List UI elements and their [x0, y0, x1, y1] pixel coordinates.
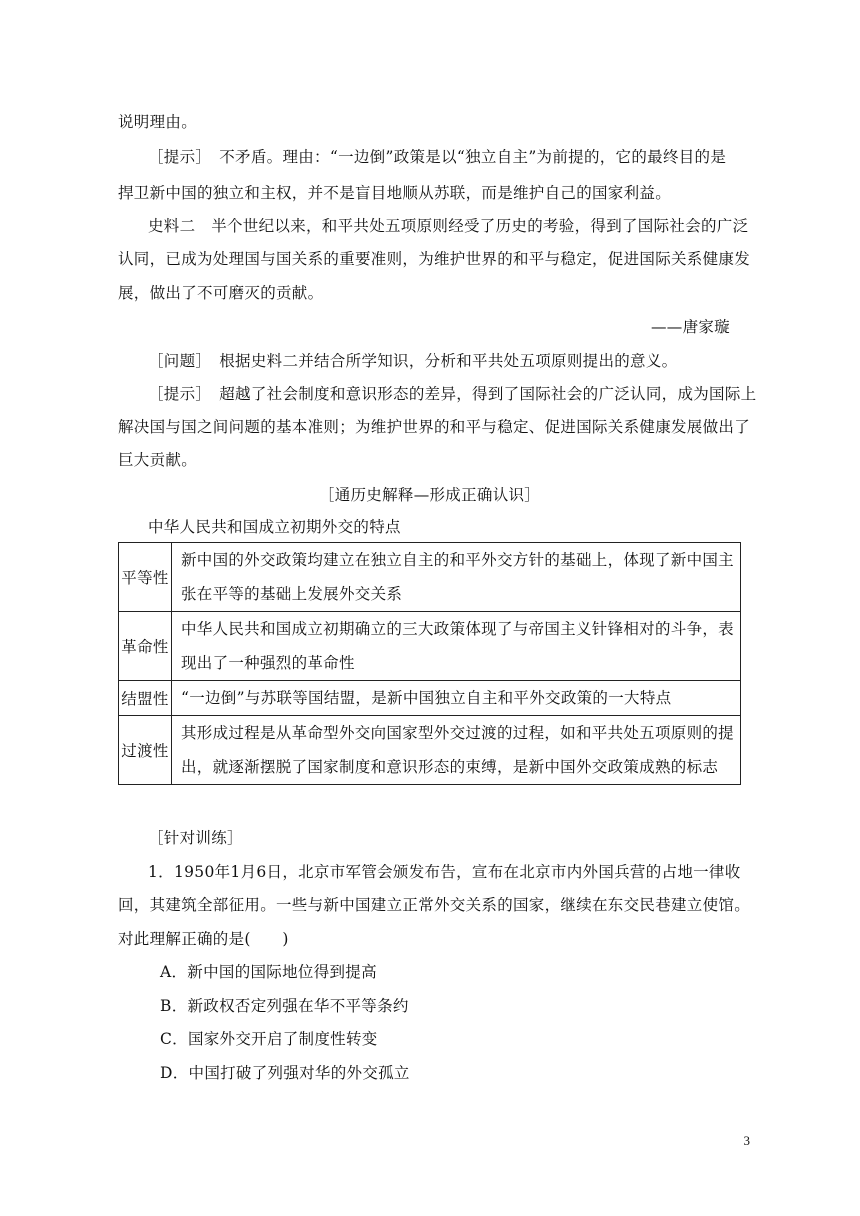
trait-description-line: 新中国的外交政策均建立在独立自主的和平外交方针的基础上，体现了新中国主 [180, 551, 734, 569]
trait-label: 结盟性 [119, 681, 172, 716]
table-caption: 中华人民共和国成立初期外交的特点 [148, 518, 401, 536]
answer-option-b: B．新政权否定列强在华不平等条约 [160, 997, 409, 1015]
trait-description [171, 612, 740, 681]
attribution: ——唐家璇 [650, 318, 730, 336]
trait-description-line: 其形成过程是从革命型外交向国家型外交过渡的过程，如和平共处五项原则的提 [180, 724, 734, 742]
table-row [119, 543, 741, 612]
table-row [119, 612, 741, 681]
source-paragraph-line: 展，做出了不可磨灭的贡献。 [118, 284, 324, 302]
source-paragraph-line: 史料二 半个世纪以来，和平共处五项原则经受了历史的考验，得到了国际社会的广泛 [148, 217, 749, 235]
question-stem-line: 对此理解正确的是( ) [118, 930, 289, 948]
trait-description-line: 张在平等的基础上发展外交关系 [180, 585, 403, 603]
trait-label: 过渡性 [119, 716, 172, 785]
hint-paragraph-line: 巨大贡献。 [118, 451, 198, 469]
hint-paragraph-line: 捍卫新中国的独立和主权，并不是盲目地顺从苏联，而是维护自己的国家利益。 [118, 184, 672, 202]
answer-option-d: D．中国打破了列强对华的外交孤立 [160, 1064, 410, 1082]
trait-description-line: “一边倒”与苏联等国结盟，是新中国独立自主和平外交政策的一大特点 [180, 689, 672, 707]
page-number: 3 [743, 1133, 750, 1148]
trait-description-line: 现出了一种强烈的革命性 [180, 654, 355, 672]
trait-description [171, 543, 740, 612]
hint-paragraph-line: ［提示］ 超越了社会制度和意识形态的差异，得到了国际社会的广泛认同，成为国际上 [148, 385, 757, 403]
table-row [119, 681, 741, 716]
question-line: ［问题］ 根据史料二并结合所学知识，分析和平共处五项原则提出的意义。 [148, 352, 678, 370]
hint-paragraph-line: 解决国与国之间问题的基本准则；为维护世界的和平与稳定、促进国际关系健康发展做出了 [118, 418, 751, 436]
trait-description-line: 中华人民共和国成立初期确立的三大政策体现了与帝国主义针锋相对的斗争，表 [180, 620, 734, 638]
question-stem-line: 回，其建筑全部征用。一些与新中国建立正常外交关系的国家，继续在东交民巷建立使馆。 [118, 896, 751, 914]
answer-option-a: A．新中国的国际地位得到提高 [160, 963, 377, 981]
hint-paragraph-line: ［提示］ 不矛盾。理由：“一边倒”政策是以“独立自主”为前提的，它的最终目的是 [148, 148, 727, 166]
table-row [119, 716, 741, 785]
diplomacy-traits-table [118, 542, 741, 785]
section-heading: ［通历史解释—形成正确认识］ [318, 486, 541, 504]
trait-label: 革命性 [119, 612, 172, 681]
source-paragraph-line: 认同，已成为处理国与国关系的重要准则，为维护世界的和平与稳定，促进国际关系健康发 [118, 250, 751, 268]
training-heading: ［针对训练］ [148, 829, 243, 847]
trait-description [171, 716, 740, 785]
text-line: 说明理由。 [118, 113, 198, 131]
trait-description [171, 681, 740, 716]
trait-description-line: 出，就逐渐摆脱了国家制度和意识形态的束缚，是新中国外交政策成熟的标志 [180, 758, 719, 776]
answer-option-c: C．国家外交开启了制度性转变 [160, 1030, 378, 1048]
question-stem-line: 1．1950年1月6日，北京市军管会颁发布告，宣布在北京市内外国兵营的占地一律收 [148, 863, 741, 881]
trait-label: 平等性 [119, 543, 172, 612]
